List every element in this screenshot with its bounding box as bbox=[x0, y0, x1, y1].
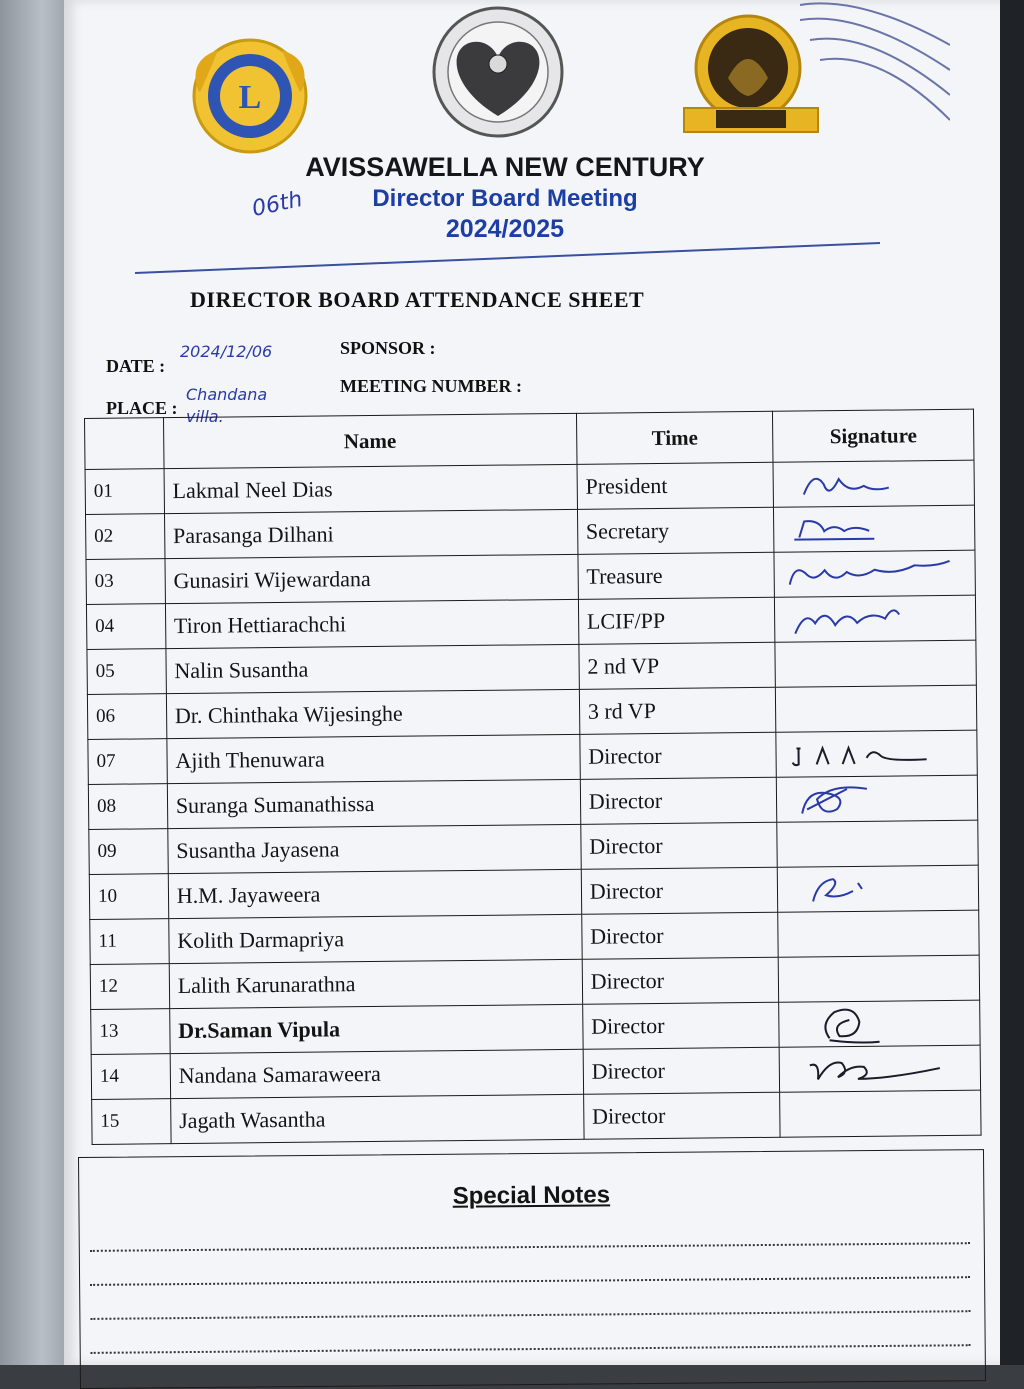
member-name: Kolith Darmapriya bbox=[169, 914, 582, 963]
notes-dotted-line bbox=[90, 1242, 970, 1252]
signature-cell bbox=[773, 460, 974, 507]
member-name: Jagath Wasantha bbox=[170, 1094, 583, 1143]
row-number: 01 bbox=[85, 469, 164, 515]
signature-cell bbox=[779, 1000, 980, 1047]
row-number: 13 bbox=[91, 1009, 170, 1055]
row-number: 04 bbox=[86, 604, 165, 650]
member-name: Tiron Hettiarachchi bbox=[165, 599, 578, 648]
member-role: Director bbox=[582, 957, 779, 1004]
table-header-row bbox=[85, 409, 974, 469]
member-name: Lalith Karunarathna bbox=[169, 959, 582, 1008]
member-role: Director bbox=[580, 732, 777, 779]
handwritten-signature bbox=[774, 463, 954, 505]
member-name: Dr. Chinthaka Wijesinghe bbox=[166, 689, 579, 738]
signature-cell bbox=[777, 820, 978, 867]
row-number: 06 bbox=[87, 694, 166, 740]
signature-cell bbox=[779, 1045, 980, 1092]
member-role: Secretary bbox=[577, 507, 774, 554]
header-number bbox=[85, 418, 164, 470]
member-name: Dr.Saman Vipula bbox=[169, 1004, 582, 1053]
member-name: Susantha Jayasena bbox=[168, 824, 581, 873]
signature-cell bbox=[778, 910, 979, 957]
member-name: Ajith Thenuwara bbox=[167, 734, 580, 783]
member-role: President bbox=[577, 462, 774, 509]
row-number: 14 bbox=[91, 1054, 170, 1100]
row-number: 03 bbox=[86, 559, 165, 605]
club-name: AVISSAWELLA NEW CENTURY bbox=[305, 152, 705, 182]
handwritten-signature bbox=[777, 733, 957, 775]
signature-cell bbox=[774, 505, 975, 552]
member-role: Director bbox=[581, 867, 778, 914]
table-row bbox=[92, 1090, 981, 1144]
place-label: PLACE : bbox=[106, 398, 178, 418]
signature-cell bbox=[775, 640, 976, 687]
row-number: 15 bbox=[92, 1099, 171, 1145]
handwritten-signature bbox=[779, 1003, 959, 1045]
meeting-title: Director Board Meeting bbox=[372, 185, 638, 212]
handwritten-signature bbox=[780, 1048, 960, 1090]
sponsor-label: SPONSOR : bbox=[340, 338, 436, 358]
handwritten-signature bbox=[778, 868, 958, 910]
meeting-year: 2024/2025 bbox=[445, 215, 565, 243]
member-role: Director bbox=[583, 1047, 780, 1094]
uniting-hearts-logo bbox=[418, 6, 578, 142]
signature-cell bbox=[778, 955, 979, 1002]
svg-text:L: L bbox=[238, 79, 262, 116]
header-signature: Signature bbox=[773, 409, 974, 462]
date-label: DATE : bbox=[106, 356, 166, 376]
handwritten-meeting-ordinal: 06th bbox=[249, 187, 305, 222]
signature-cell bbox=[775, 595, 976, 642]
member-role: 3 rd VP bbox=[579, 687, 776, 734]
header-time: Time bbox=[576, 411, 773, 464]
row-number: 10 bbox=[89, 874, 168, 920]
signature-cell bbox=[776, 685, 977, 732]
signature-cell bbox=[777, 775, 978, 822]
handwritten-signature bbox=[775, 553, 955, 595]
row-number: 08 bbox=[88, 784, 167, 830]
signature-cell bbox=[774, 550, 975, 597]
notes-dotted-line bbox=[91, 1344, 971, 1354]
signature-cell bbox=[780, 1090, 981, 1137]
member-name: Gunasiri Wijewardana bbox=[165, 554, 578, 603]
handwritten-signature bbox=[775, 598, 955, 640]
sheet-title: DIRECTOR BOARD ATTENDANCE SHEET bbox=[190, 287, 645, 312]
meeting-number-label: MEETING NUMBER : bbox=[340, 376, 523, 396]
member-name: Lakmal Neel Dias bbox=[164, 464, 577, 513]
member-name: H.M. Jayaweera bbox=[168, 869, 581, 918]
attendance-table bbox=[84, 409, 982, 1145]
member-role: Director bbox=[581, 822, 778, 869]
club-crest-logo bbox=[676, 10, 826, 142]
row-number: 11 bbox=[90, 919, 169, 965]
row-number: 12 bbox=[90, 964, 169, 1010]
member-role: Director bbox=[582, 1002, 779, 1049]
member-role: LCIF/PP bbox=[578, 597, 775, 644]
row-number: 05 bbox=[87, 649, 166, 695]
notes-dotted-line bbox=[90, 1310, 970, 1320]
member-name: Nalin Susantha bbox=[166, 644, 579, 693]
member-name: Parasanga Dilhani bbox=[164, 509, 577, 558]
notes-dotted-line bbox=[90, 1276, 970, 1286]
member-role: 2 nd VP bbox=[579, 642, 776, 689]
row-number: 07 bbox=[88, 739, 167, 785]
facing-page-edge bbox=[0, 0, 70, 1365]
lions-international-logo bbox=[178, 30, 328, 160]
member-name: Suranga Sumanathissa bbox=[167, 779, 580, 828]
handwritten-place: Chandana villa. bbox=[186, 385, 268, 426]
member-role: Director bbox=[583, 1092, 780, 1139]
member-role: Treasure bbox=[578, 552, 775, 599]
header-name: Name bbox=[163, 413, 576, 468]
background-edge bbox=[1000, 0, 1024, 1365]
special-notes-box bbox=[78, 1149, 986, 1389]
signature-cell bbox=[776, 730, 977, 777]
member-role: Director bbox=[580, 777, 777, 824]
handwritten-signature bbox=[777, 778, 957, 820]
handwritten-date: 2024/12/06 bbox=[180, 342, 273, 361]
header-divider bbox=[135, 241, 880, 276]
row-number: 02 bbox=[86, 514, 165, 560]
member-role: Director bbox=[581, 912, 778, 959]
handwritten-signature bbox=[774, 508, 954, 550]
row-number: 09 bbox=[89, 829, 168, 875]
signature-cell bbox=[778, 865, 979, 912]
special-notes-title: Special Notes bbox=[452, 1181, 611, 1210]
member-name: Nandana Samaraweera bbox=[170, 1049, 583, 1098]
